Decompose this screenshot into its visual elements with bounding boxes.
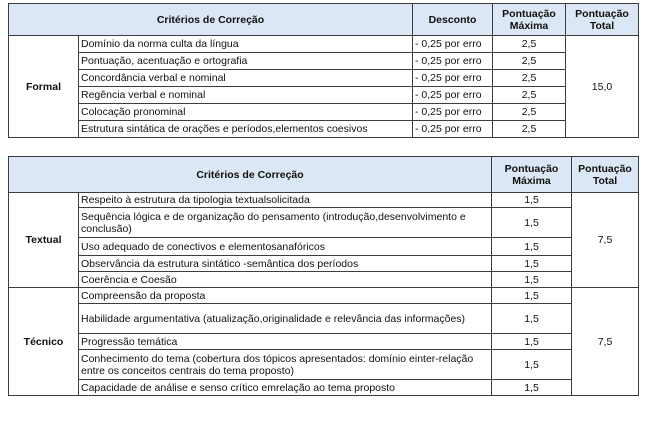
table-row bbox=[9, 256, 639, 272]
desconto-cell: - 0,25 por erro bbox=[413, 104, 493, 121]
header-pontuacao-maxima: Pontuação Máxima bbox=[493, 4, 566, 36]
max-cell: 2,5 bbox=[493, 104, 566, 121]
max-cell: 2,5 bbox=[493, 87, 566, 104]
table-row bbox=[9, 70, 639, 87]
criterion-cell: Colocação pronominal bbox=[79, 104, 413, 121]
max-cell: 1,5 bbox=[492, 208, 572, 238]
table-row bbox=[9, 53, 639, 70]
criterion-cell: Estrutura sintática de orações e períodos,elementos coesivos bbox=[79, 121, 413, 138]
max-cell: 1,5 bbox=[492, 380, 572, 396]
table-row bbox=[9, 272, 639, 288]
table-row bbox=[9, 121, 639, 138]
criterion-cell: Domínio da norma culta da língua bbox=[79, 36, 413, 53]
desconto-cell: - 0,25 por erro bbox=[413, 87, 493, 104]
criterion-cell: Observância da estrutura sintático -semântica dos períodos bbox=[79, 256, 492, 272]
total-tecnico: 7,5 bbox=[572, 288, 639, 396]
max-cell: 1,5 bbox=[492, 350, 572, 380]
table-row bbox=[9, 36, 639, 53]
desconto-cell: - 0,25 por erro bbox=[413, 121, 493, 138]
criterion-cell: Habilidade argumentativa (atualização,originalidade e relevância das informações) bbox=[79, 304, 492, 334]
header-pontuacao-maxima: Pontuação Máxima bbox=[492, 157, 572, 193]
formal-criteria-table bbox=[8, 3, 639, 138]
max-cell: 1,5 bbox=[492, 272, 572, 288]
total-formal: 15,0 bbox=[566, 36, 639, 138]
header-pontuacao-total: Pontuação Total bbox=[572, 157, 639, 193]
desconto-cell: - 0,25 por erro bbox=[413, 36, 493, 53]
table-row bbox=[9, 193, 639, 208]
table-row bbox=[9, 304, 639, 334]
max-cell: 1,5 bbox=[492, 334, 572, 350]
max-cell: 1,5 bbox=[492, 304, 572, 334]
header-pontuacao-total: Pontuação Total bbox=[566, 4, 639, 36]
max-cell: 1,5 bbox=[492, 193, 572, 208]
textual-tecnico-criteria-table bbox=[8, 156, 639, 396]
criterion-cell: Capacidade de análise e senso crítico emrelação ao tema proposto bbox=[79, 380, 492, 396]
criterion-cell: Concordância verbal e nominal bbox=[79, 70, 413, 87]
table-row bbox=[9, 288, 639, 304]
criterion-cell: Compreensão da proposta bbox=[79, 288, 492, 304]
header-desconto: Desconto bbox=[413, 4, 493, 36]
desconto-cell: - 0,25 por erro bbox=[413, 53, 493, 70]
table-row bbox=[9, 104, 639, 121]
max-cell: 2,5 bbox=[493, 121, 566, 138]
header-criterios: Critérios de Correção bbox=[9, 157, 492, 193]
header-criterios: Critérios de Correção bbox=[9, 4, 413, 36]
criterion-cell: Regência verbal e nominal bbox=[79, 87, 413, 104]
criterion-cell: Coerência e Coesão bbox=[79, 272, 492, 288]
max-cell: 1,5 bbox=[492, 288, 572, 304]
category-formal: Formal bbox=[9, 36, 79, 138]
table-row bbox=[9, 350, 639, 380]
criterion-cell: Uso adequado de conectivos e elementosanafóricos bbox=[79, 238, 492, 256]
table-row bbox=[9, 208, 639, 238]
table-row bbox=[9, 380, 639, 396]
max-cell: 2,5 bbox=[493, 36, 566, 53]
criterion-cell: Sequência lógica e de organização do pensamento (introdução,desenvolvimento e conclusão) bbox=[79, 208, 492, 238]
criterion-cell: Respeito à estrutura da tipologia textualsolicitada bbox=[79, 193, 492, 208]
category-tecnico: Técnico bbox=[9, 288, 79, 396]
max-cell: 1,5 bbox=[492, 256, 572, 272]
desconto-cell: - 0,25 por erro bbox=[413, 70, 493, 87]
criterion-cell: Progressão temática bbox=[79, 334, 492, 350]
criterion-cell: Conhecimento do tema (cobertura dos tópicos apresentados: domínio einter-relação entre os conceitos centrais do tema proposto) bbox=[79, 350, 492, 380]
table-row bbox=[9, 334, 639, 350]
category-textual: Textual bbox=[9, 193, 79, 288]
criterion-cell: Pontuação, acentuação e ortografia bbox=[79, 53, 413, 70]
max-cell: 1,5 bbox=[492, 238, 572, 256]
table-row bbox=[9, 238, 639, 256]
table-row bbox=[9, 87, 639, 104]
total-textual: 7,5 bbox=[572, 193, 639, 288]
max-cell: 2,5 bbox=[493, 70, 566, 87]
max-cell: 2,5 bbox=[493, 53, 566, 70]
